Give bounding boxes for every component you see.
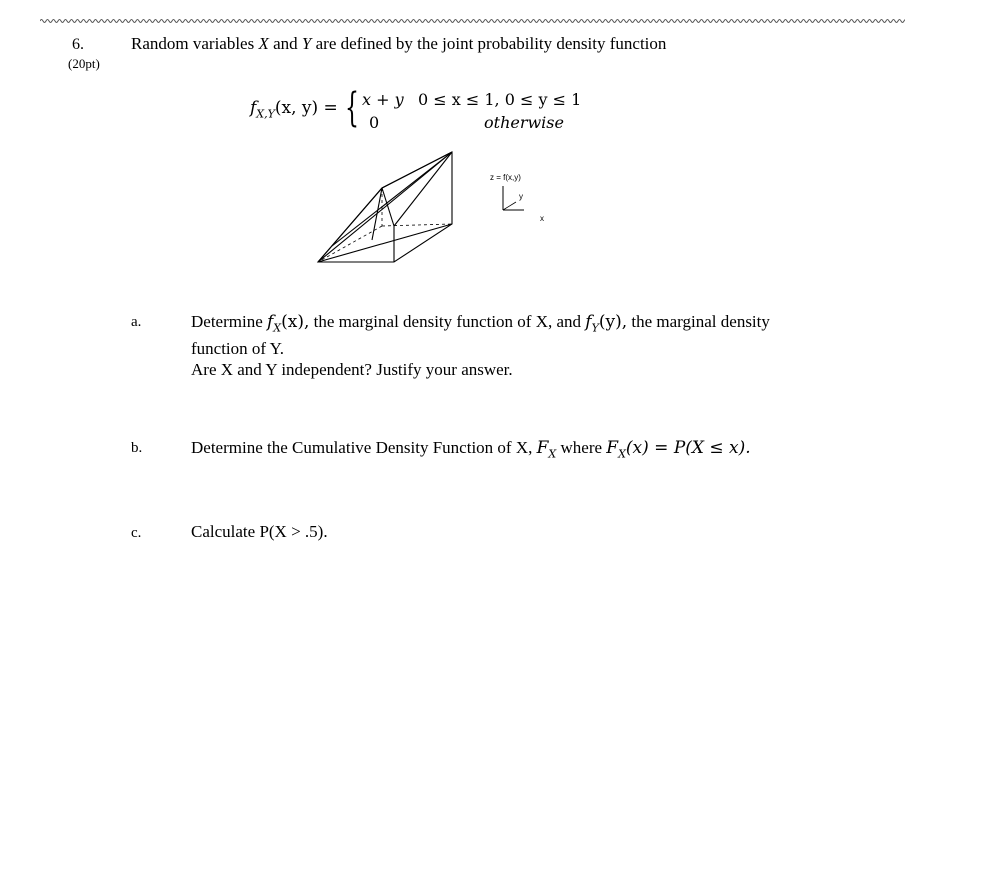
figure-edge	[382, 188, 394, 226]
figure-edge	[394, 152, 452, 226]
question-number: 6.	[72, 36, 84, 53]
question-points: (20pt)	[68, 56, 100, 71]
Fx-symbol-1	[536, 438, 557, 461]
part-a-line3: Are X and Y independent? Justify your answer.	[191, 360, 513, 380]
question-intro	[131, 34, 666, 54]
part-a-label: a.	[131, 314, 142, 330]
wavy-divider	[40, 16, 905, 26]
fx-arg: (x),	[281, 312, 310, 332]
fy-symbol	[585, 312, 628, 335]
F2-sub: X	[618, 447, 626, 461]
figure-edge	[382, 152, 452, 188]
part-b-t1: Determine the Cumulative Density Function of X,	[191, 438, 537, 457]
lhs-f: f	[250, 98, 257, 118]
hidden-edge	[382, 224, 452, 226]
figure-edge	[318, 224, 452, 262]
F1: F	[536, 438, 549, 458]
intro-and: and	[268, 34, 302, 53]
part-c-text: Calculate P(X > .5).	[191, 522, 328, 541]
part-a-text	[191, 311, 891, 380]
axis-x-label: x	[540, 214, 544, 223]
case1-expr: x + y	[362, 90, 404, 109]
F2: F	[606, 438, 619, 458]
case1-condition: 0 ≤ x ≤ 1, 0 ≤ y ≤ 1	[418, 90, 582, 109]
figure-edge	[318, 188, 382, 262]
joint-density-3d-figure	[312, 148, 462, 268]
piecewise-brace: {	[345, 85, 359, 131]
axis-z-label: z = f(x,y)	[490, 173, 521, 182]
axis-y-label: y	[519, 192, 523, 201]
Fx-symbol-2	[606, 438, 751, 461]
equation-lhs	[250, 98, 338, 120]
part-a-t3: the marginal density	[627, 312, 770, 331]
var-x: X	[258, 34, 269, 53]
figure-edge	[318, 152, 452, 262]
lhs-args: (x, y) =	[274, 98, 338, 118]
part-b-label: b.	[131, 440, 143, 456]
F1-sub: X	[548, 447, 557, 461]
intro-pre: Random variables	[131, 34, 259, 53]
figure-edge	[332, 152, 452, 246]
part-b-expr: (x) = P(X ≤ x).	[625, 438, 751, 458]
fy-f: f	[585, 312, 592, 332]
fy-arg: (y),	[598, 312, 628, 332]
part-c-label: c.	[131, 525, 142, 541]
part-a-line2: function of Y.	[191, 339, 285, 359]
fy-sub: Y	[591, 321, 599, 335]
intro-post: are defined by the joint probability density function	[311, 34, 667, 53]
fx-sub: X	[273, 321, 282, 335]
part-a-t2: the marginal density function of X, and	[309, 312, 586, 331]
part-b-t2: where	[556, 438, 607, 457]
fx-f: f	[267, 312, 274, 332]
var-y: Y	[301, 34, 312, 53]
axes-legend	[486, 170, 556, 230]
part-b-text	[191, 437, 911, 464]
lhs-sub: X,Y	[256, 107, 275, 121]
part-a-t1: Determine	[191, 312, 267, 331]
case2-expr: 0	[369, 113, 380, 132]
case2-condition: otherwise	[484, 113, 564, 132]
part-a-line1	[191, 311, 891, 338]
fx-symbol	[267, 312, 310, 335]
